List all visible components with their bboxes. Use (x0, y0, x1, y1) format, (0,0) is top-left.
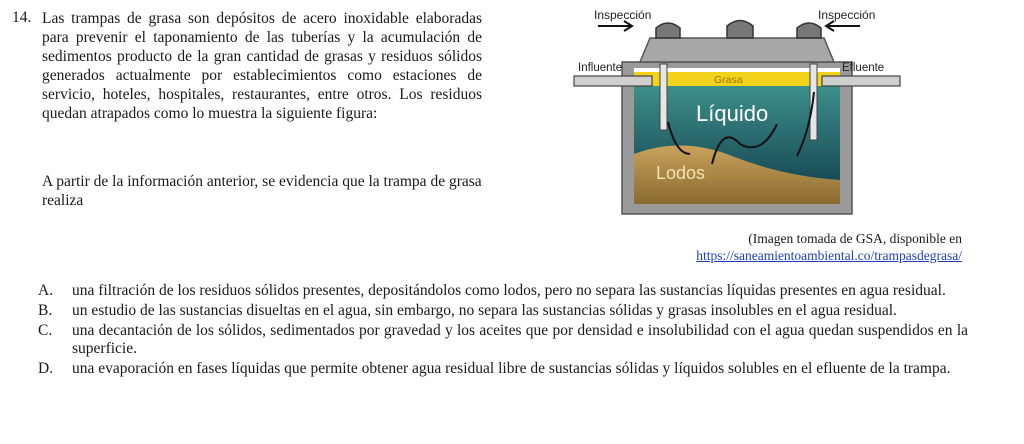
arrow-inspection-right (826, 21, 860, 31)
credit-text: (Imagen tomada de GSA, disponible en (748, 231, 962, 246)
label-sludge: Lodos (656, 163, 706, 183)
inspection-dome-right (797, 23, 821, 38)
label-grease: Grasa (714, 74, 743, 86)
question-number: 14. (12, 9, 32, 26)
label-inspection-right: Inspección (818, 8, 876, 22)
answer-options (38, 282, 968, 380)
option-text: una decantación de los sólidos, sedimentados por gravedad y los aceites que por densidad e insolubilidad con el agua quedan suspendidos en la superficie. (72, 322, 968, 357)
label-influent: Influente (578, 62, 623, 74)
grease-trap-figure (572, 4, 902, 229)
option-text: una filtración de los residuos sólidos presentes, depositándolos como lodos, pero no separa las sustancias líquidas presentes en agua residual. (72, 282, 946, 299)
inlet-pipe (574, 76, 652, 86)
option-b[interactable] (38, 302, 968, 320)
option-c[interactable] (38, 322, 968, 358)
tank-lid (640, 38, 834, 62)
label-liquid: Líquido (696, 101, 769, 126)
arrow-inspection-left (598, 21, 632, 31)
option-letter: B. (38, 302, 53, 319)
label-inspection-left: Inspección (594, 8, 652, 22)
credit-link[interactable]: https://saneamientoambiental.co/trampasdegrasa/ (696, 248, 962, 263)
option-text: un estudio de las sustancias disueltas en el agua, sin embargo, no separa las sustancias sólidas y grasas insolubles en el agua residual. (72, 302, 897, 319)
option-text: una evaporación en fases líquidas que permite obtener agua residual libre de sustancias sólidas y líquidos solubles en el efluente de la trampa. (72, 360, 951, 377)
option-letter: D. (38, 360, 54, 377)
inspection-dome-center (727, 21, 753, 39)
option-a[interactable] (38, 282, 968, 300)
inspection-dome-left (656, 23, 680, 38)
question-stem: Las trampas de grasa son depósitos de acero inoxidable elaboradas para prevenir el taponamiento de las tuberías y la acumulación de sedimentos producto de la gran cantidad de grasas y residuos sólidos generados actualmente por establecimientos como estaciones de servicio, hoteles, hospitales, restaurantes, entre otros. Los residuos quedan atrapados como lo muestra la siguiente figura: (42, 10, 482, 122)
grease-trap-diagram (572, 4, 902, 229)
outlet-pipe (822, 76, 900, 86)
option-letter: A. (38, 282, 54, 299)
label-effluent: Efluente (842, 62, 885, 74)
option-letter: C. (38, 322, 53, 339)
option-d[interactable] (38, 360, 968, 378)
inlet-baffle (660, 64, 667, 130)
question-prompt: A partir de la información anterior, se evidencia que la trampa de grasa realiza (42, 173, 482, 209)
image-credit (696, 230, 962, 264)
